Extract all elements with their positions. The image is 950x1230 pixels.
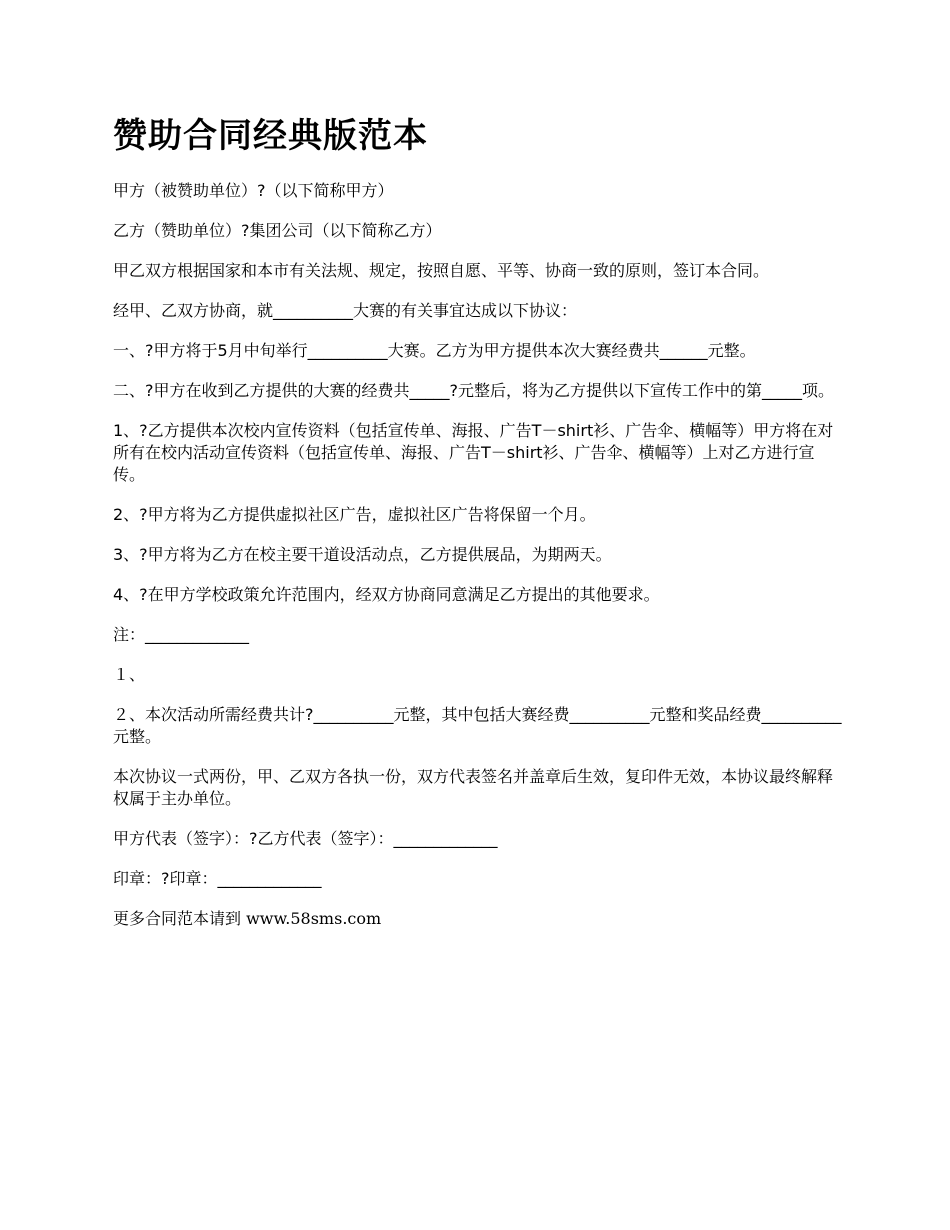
note-item-1: １、 xyxy=(113,665,146,684)
party-b-line: 乙方（赞助单位）?集团公司（以下简称乙方） xyxy=(113,221,442,240)
note-line: 注：_____________ xyxy=(113,625,250,644)
item-2: 2、?甲方将为乙方提供虚拟社区广告，虚拟社区广告将保留一个月。 xyxy=(113,505,596,524)
contract-document xyxy=(113,112,843,948)
item-3: 3、?甲方将为乙方在校主要干道设活动点，乙方提供展品，为期两天。 xyxy=(113,545,612,564)
signature-line: 甲方代表（签字）：?乙方代表（签字）：_____________ xyxy=(113,829,498,848)
agreement-intro-paragraph: 经甲、乙双方协商，就__________大赛的有关事宜达成以下协议： xyxy=(113,301,578,320)
clause-two: 二、?甲方在收到乙方提供的大赛的经费共_____?元整后，将为乙方提供以下宣传工作中的第_____项。 xyxy=(113,381,834,400)
preamble-paragraph: 甲乙双方根据国家和本市有关法规、规定，按照自愿、平等、协商一致的原则，签订本合同。 xyxy=(113,261,770,280)
item-4: 4、?在甲方学校政策允许范围内，经双方协商同意满足乙方提出的其他要求。 xyxy=(113,585,660,604)
closing-paragraph: 本次协议一式两份，甲、乙双方各执一份，双方代表签名并盖章后生效，复印件无效，本协议最终解释权属于主办单位。 xyxy=(113,767,834,808)
clause-one: 一、?甲方将于5月中旬举行__________大赛。乙方为甲方提供本次大赛经费共______元整。 xyxy=(113,341,756,360)
note-item-2: ２、本次活动所需经费共计?__________元整，其中包括大赛经费__________元整和奖品经费__________元整。 xyxy=(113,705,842,746)
party-a-line: 甲方（被赞助单位）?（以下简称甲方） xyxy=(113,181,394,200)
item-1: 1、?乙方提供本次校内宣传资料（包括宣传单、海报、广告T－shirt衫、广告伞、横幅等）甲方将在对所有在校内活动宣传资料（包括宣传单、海报、广告T－shirt衫、广告伞、横幅等）上对乙方进行宣传。 xyxy=(113,421,834,484)
footer-link-text: 更多合同范本请到 www.58sms.com xyxy=(113,909,382,928)
document-title: 赞助合同经典版范本 xyxy=(113,116,428,156)
seal-line: 印章：?印章：_____________ xyxy=(113,869,322,888)
